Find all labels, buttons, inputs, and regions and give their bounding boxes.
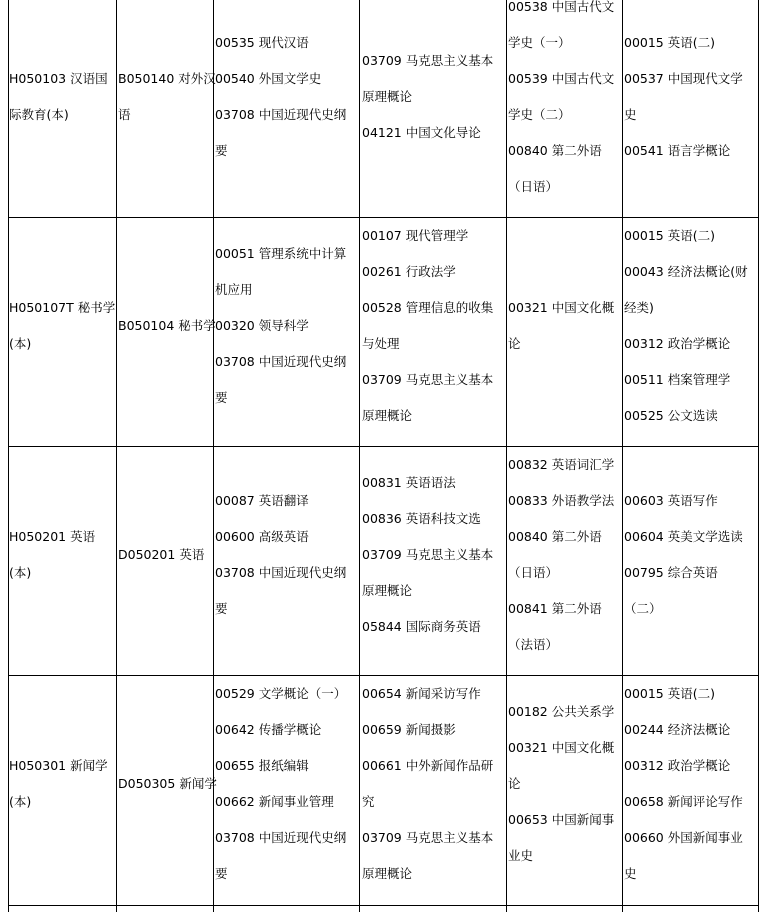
cell-courses-a: 00529 文学概论（一） 00642 传播学概论 00655 报纸编辑 00662 新闻事业管理 03708 中国近现代史纲 要 — [215, 686, 347, 881]
table-border-right — [758, 0, 759, 912]
cell-courses-b: 00107 现代管理学 00261 行政法学 00528 管理信息的收集 与处理 03709 马克思主义基本 原理概论 — [362, 228, 494, 423]
cell-courses-d: 00015 英语(二) 00537 中国现代文学 史 00541 语言学概论 — [624, 35, 743, 158]
cell-courses-a: 00087 英语翻译 00600 高级英语 03708 中国近现代史纲 要 — [215, 493, 347, 616]
cell-program-name: H050301 新闻学 (本) — [9, 758, 108, 809]
cell-courses-d: 00015 英语(二) 00043 经济法概论(财 经类) 00312 政治学概论 00511 档案管理学 00525 公文选读 — [624, 228, 748, 423]
table-divider — [506, 0, 507, 912]
cell-related-program: D050305 新闻学 — [118, 776, 217, 791]
table-divider — [116, 0, 117, 912]
cell-courses-b: 00654 新闻采访写作 00659 新闻摄影 00661 中外新闻作品研 究 03709 马克思主义基本 原理概论 — [362, 686, 494, 881]
cell-courses-c: 00321 中国文化概 论 — [508, 300, 615, 351]
cell-courses-b: 03709 马克思主义基本 原理概论 04121 中国文化导论 — [362, 53, 494, 140]
cell-program-name: H050107T 秘书学 (本) — [9, 300, 116, 351]
cell-courses-d: 00015 英语(二) 00244 经济法概论 00312 政治学概论 00658 新闻评论写作 00660 外国新闻事业 史 — [624, 686, 743, 881]
cell-courses-d: 00603 英语写作 00604 英美文学选读 00795 综合英语 （二） — [624, 493, 743, 616]
cell-related-program: D050201 英语 — [118, 547, 205, 562]
table-divider — [622, 0, 623, 912]
row-divider — [8, 905, 759, 906]
cell-program-name: H050103 汉语国 际教育(本) — [9, 71, 108, 122]
cell-courses-b: 00831 英语语法 00836 英语科技文选 03709 马克思主义基本 原理概论 05844 国际商务英语 — [362, 475, 494, 634]
cell-courses-c: 00182 公共关系学 00321 中国文化概 论 00653 中国新闻事 业史 — [508, 704, 615, 863]
cell-related-program: B050104 秘书学 — [118, 318, 216, 333]
cell-courses-c: 00538 中国古代文 学史（一） 00539 中国古代文 学史（二） 00840 第二外语 （日语） — [508, 0, 615, 194]
cell-courses-a: 00535 现代汉语 00540 外国文学史 03708 中国近现代史纲 要 — [215, 35, 347, 158]
cell-courses-c: 00832 英语词汇学 00833 外语教学法 00840 第二外语 （日语） 00841 第二外语 （法语） — [508, 457, 615, 652]
row-divider — [8, 446, 759, 447]
cell-program-name: H050201 英语 (本) — [9, 529, 96, 580]
table-divider — [359, 0, 360, 912]
cell-courses-a: 00051 管理系统中计算 机应用 00320 领导科学 03708 中国近现代史纲 要 — [215, 246, 347, 405]
cell-related-program: B050140 对外汉 语 — [118, 71, 216, 122]
